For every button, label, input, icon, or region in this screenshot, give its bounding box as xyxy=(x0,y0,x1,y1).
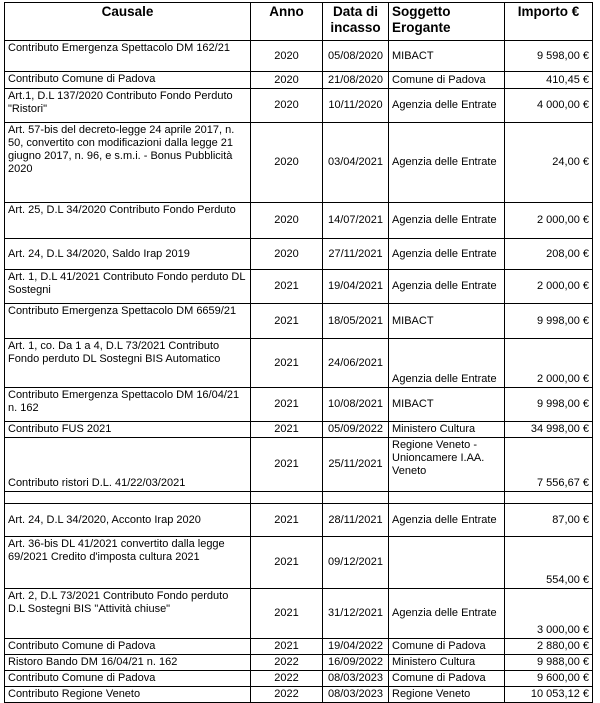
table-row xyxy=(5,655,593,671)
cell-importo: 554,00 € xyxy=(505,537,593,589)
cell-causale: Art. 1, D.L 41/2021 Contributo Fondo perduto DL Sostegni xyxy=(5,270,251,304)
table-row xyxy=(5,123,593,203)
cell-data: 28/11/2021 xyxy=(323,504,389,537)
cell-soggetto xyxy=(389,537,505,589)
cell-causale: Art. 1, co. Da 1 a 4, D.L 73/2021 Contributo Fondo perduto DL Sostegni BIS Automatico xyxy=(5,339,251,388)
cell-causale: Contributo Regione Veneto xyxy=(5,687,251,703)
cell-causale: Art. 2, D.L 73/2021 Contributo Fondo perduto D.L Sostegni BIS "Attività chiuse" xyxy=(5,589,251,639)
cell-data xyxy=(323,492,389,504)
cell-soggetto: Regione Veneto - Unioncamere I.AA. Veneto xyxy=(389,438,505,492)
table-row xyxy=(5,537,593,589)
cell-causale xyxy=(5,492,251,504)
cell-importo: 9 598,00 € xyxy=(505,41,593,72)
cell-causale: Art. 24, D.L 34/2020, Saldo Irap 2019 xyxy=(5,239,251,270)
header-importo: Importo € xyxy=(505,3,593,41)
cell-importo: 87,00 € xyxy=(505,504,593,537)
cell-soggetto: Comune di Padova xyxy=(389,671,505,687)
cell-importo: 7 556,67 € xyxy=(505,438,593,492)
cell-data: 05/08/2020 xyxy=(323,41,389,72)
table-row xyxy=(5,339,593,388)
cell-importo: 2 000,00 € xyxy=(505,203,593,239)
cell-causale: Contributo ristori D.L. 41/22/03/2021 xyxy=(5,438,251,492)
cell-soggetto: MIBACT xyxy=(389,41,505,72)
cell-soggetto: Agenzia delle Entrate xyxy=(389,123,505,203)
cell-importo: 9 600,00 € xyxy=(505,671,593,687)
cell-anno: 2021 xyxy=(251,504,323,537)
cell-causale: Contributo Comune di Padova xyxy=(5,72,251,89)
cell-data: 03/04/2021 xyxy=(323,123,389,203)
cell-causale: Contributo Comune di Padova xyxy=(5,671,251,687)
header-soggetto-erogante: Soggetto Erogante xyxy=(389,3,505,41)
cell-soggetto: Agenzia delle Entrate xyxy=(389,239,505,270)
cell-causale: Contributo Comune di Padova xyxy=(5,639,251,655)
cell-anno: 2020 xyxy=(251,41,323,72)
cell-anno xyxy=(251,492,323,504)
table-row xyxy=(5,639,593,655)
cell-data: 05/09/2022 xyxy=(323,422,389,438)
cell-causale: Art. 57-bis del decreto-legge 24 aprile 2017, n. 50, convertito con modificazioni dalla legge 21 giugno 2017, n. 96, e s.m.i. - Bonus Pubblicità 2020 xyxy=(5,123,251,203)
cell-anno: 2021 xyxy=(251,422,323,438)
cell-causale: Art. 36-bis DL 41/2021 convertito dalla legge 69/2021 Credito d'imposta cultura 2021 xyxy=(5,537,251,589)
cell-anno: 2020 xyxy=(251,123,323,203)
cell-anno: 2020 xyxy=(251,203,323,239)
cell-importo: 2 000,00 € xyxy=(505,339,593,388)
cell-anno: 2021 xyxy=(251,537,323,589)
table-row xyxy=(5,41,593,72)
cell-importo: 208,00 € xyxy=(505,239,593,270)
cell-importo: 9 988,00 € xyxy=(505,655,593,671)
cell-causale: Contributo Emergenza Spettacolo DM 6659/21 xyxy=(5,304,251,339)
cell-data: 08/03/2023 xyxy=(323,671,389,687)
table-row xyxy=(5,504,593,537)
cell-anno: 2021 xyxy=(251,304,323,339)
cell-anno: 2021 xyxy=(251,388,323,422)
cell-anno: 2021 xyxy=(251,270,323,304)
cell-data: 27/11/2021 xyxy=(323,239,389,270)
cell-soggetto: Agenzia delle Entrate xyxy=(389,203,505,239)
table-row xyxy=(5,438,593,492)
table-row xyxy=(5,239,593,270)
cell-importo: 9 998,00 € xyxy=(505,304,593,339)
cell-data: 25/11/2021 xyxy=(323,438,389,492)
cell-importo: 10 053,12 € xyxy=(505,687,593,703)
cell-anno: 2020 xyxy=(251,89,323,123)
cell-data: 14/07/2021 xyxy=(323,203,389,239)
cell-importo: 3 000,00 € xyxy=(505,589,593,639)
cell-soggetto: Agenzia delle Entrate xyxy=(389,339,505,388)
cell-causale: Ristoro Bando DM 16/04/21 n. 162 xyxy=(5,655,251,671)
cell-importo: 4 000,00 € xyxy=(505,89,593,123)
cell-anno: 2021 xyxy=(251,339,323,388)
cell-causale: Art. 25, D.L 34/2020 Contributo Fondo Perduto xyxy=(5,203,251,239)
cell-anno: 2021 xyxy=(251,639,323,655)
cell-causale: Contributo FUS 2021 xyxy=(5,422,251,438)
table-row xyxy=(5,589,593,639)
cell-importo: 34 998,00 € xyxy=(505,422,593,438)
cell-anno: 2020 xyxy=(251,239,323,270)
cell-data: 10/08/2021 xyxy=(323,388,389,422)
cell-data: 31/12/2021 xyxy=(323,589,389,639)
table-row xyxy=(5,388,593,422)
cell-causale: Contributo Emergenza Spettacolo DM 16/04/21 n. 162 xyxy=(5,388,251,422)
cell-importo: 2 880,00 € xyxy=(505,639,593,655)
cell-soggetto: Comune di Padova xyxy=(389,72,505,89)
cell-data: 18/05/2021 xyxy=(323,304,389,339)
cell-anno: 2021 xyxy=(251,438,323,492)
cell-importo: 410,45 € xyxy=(505,72,593,89)
table-row xyxy=(5,89,593,123)
table-row-empty xyxy=(5,492,593,504)
table-row xyxy=(5,422,593,438)
cell-soggetto xyxy=(389,492,505,504)
header-causale: Causale xyxy=(5,3,251,41)
cell-causale: Art.1, D.L 137/2020 Contributo Fondo Perduto "Ristori" xyxy=(5,89,251,123)
cell-importo: 24,00 € xyxy=(505,123,593,203)
cell-soggetto: Agenzia delle Entrate xyxy=(389,589,505,639)
cell-data: 24/06/2021 xyxy=(323,339,389,388)
cell-anno: 2022 xyxy=(251,655,323,671)
cell-importo xyxy=(505,492,593,504)
header-data-incasso: Data di incasso xyxy=(323,3,389,41)
cell-data: 10/11/2020 xyxy=(323,89,389,123)
cell-soggetto: Ministero Cultura xyxy=(389,655,505,671)
table-row xyxy=(5,72,593,89)
cell-soggetto: MIBACT xyxy=(389,304,505,339)
cell-anno: 2021 xyxy=(251,589,323,639)
cell-soggetto: Ministero Cultura xyxy=(389,422,505,438)
cell-soggetto: Comune di Padova xyxy=(389,639,505,655)
cell-anno: 2020 xyxy=(251,72,323,89)
cell-importo: 2 000,00 € xyxy=(505,270,593,304)
cell-data: 19/04/2021 xyxy=(323,270,389,304)
cell-soggetto: Agenzia delle Entrate xyxy=(389,270,505,304)
header-anno: Anno xyxy=(251,3,323,41)
contributions-table xyxy=(4,2,593,703)
table-row xyxy=(5,270,593,304)
cell-soggetto: Regione Veneto xyxy=(389,687,505,703)
table-row xyxy=(5,203,593,239)
header-row xyxy=(5,3,593,41)
cell-data: 08/03/2023 xyxy=(323,687,389,703)
cell-anno: 2022 xyxy=(251,687,323,703)
cell-data: 19/04/2022 xyxy=(323,639,389,655)
cell-soggetto: MIBACT xyxy=(389,388,505,422)
cell-anno: 2022 xyxy=(251,671,323,687)
table-row xyxy=(5,304,593,339)
cell-causale: Contributo Emergenza Spettacolo DM 162/21 xyxy=(5,41,251,72)
cell-causale: Art. 24, D.L 34/2020, Acconto Irap 2020 xyxy=(5,504,251,537)
cell-soggetto: Agenzia delle Entrate xyxy=(389,504,505,537)
cell-data: 16/09/2022 xyxy=(323,655,389,671)
cell-soggetto: Agenzia delle Entrate xyxy=(389,89,505,123)
table-row xyxy=(5,671,593,687)
cell-importo: 9 998,00 € xyxy=(505,388,593,422)
table-row xyxy=(5,687,593,703)
cell-data: 21/08/2020 xyxy=(323,72,389,89)
cell-data: 09/12/2021 xyxy=(323,537,389,589)
